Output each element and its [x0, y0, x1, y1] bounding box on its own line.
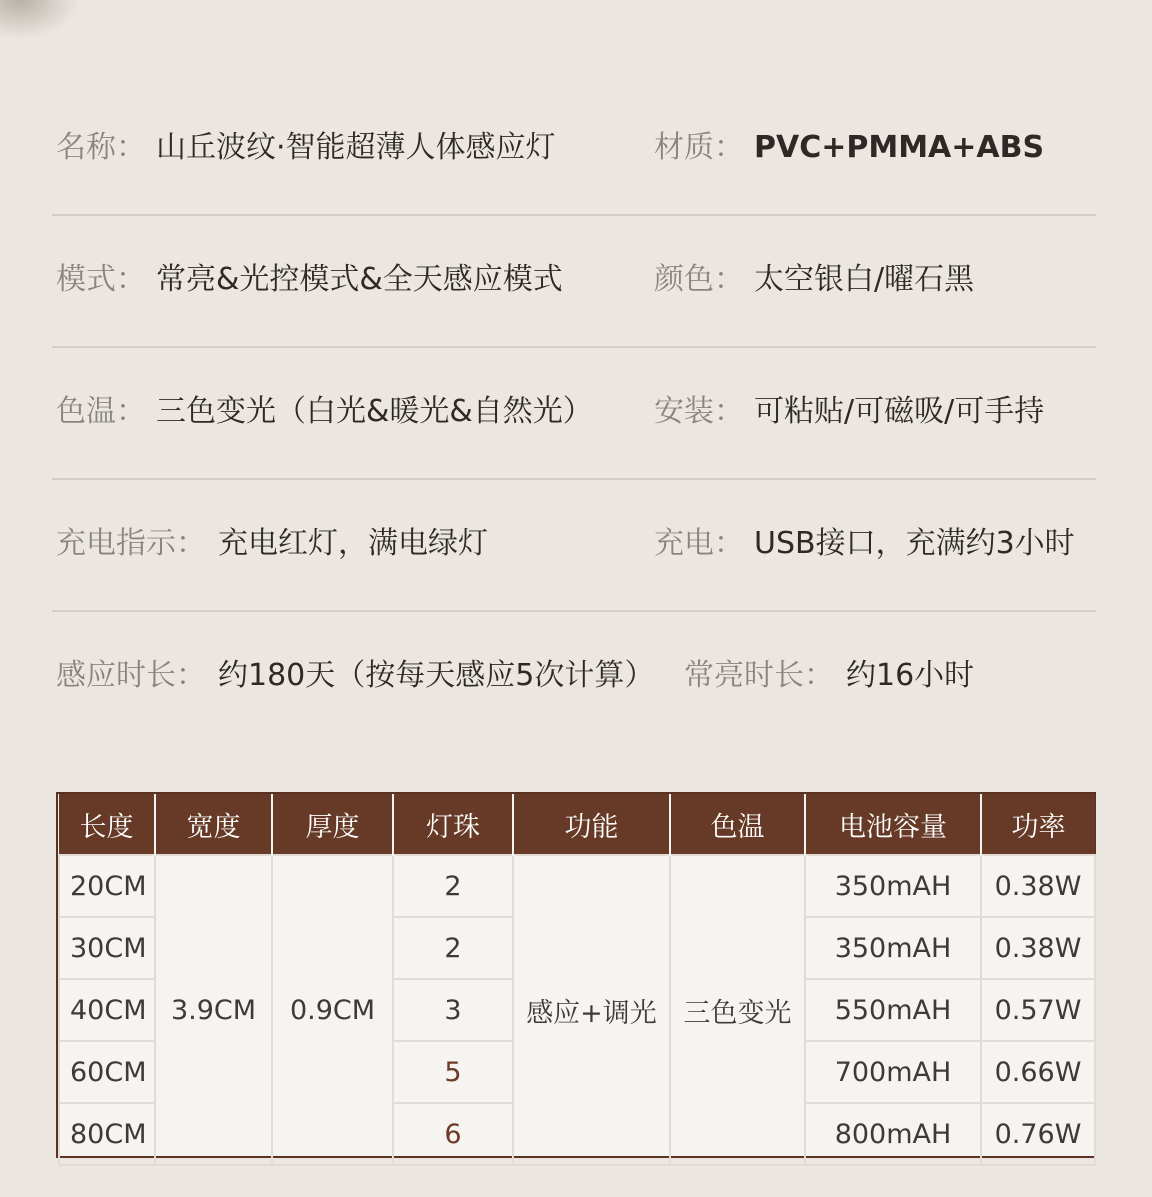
column-header-length: 长度: [59, 794, 155, 855]
spec-label-color: 颜色：: [654, 262, 744, 297]
spec-label-charge: 充电：: [654, 526, 744, 561]
cell-thickness: 0.9CM: [272, 855, 393, 1165]
cell-power: 0.57W: [981, 979, 1095, 1041]
cell-power: 0.66W: [981, 1041, 1095, 1103]
spec-value-material: PVC+PMMA+ABS: [754, 130, 1045, 165]
spec-label-color-temp: 色温：: [56, 394, 146, 429]
cell-length: 30CM: [59, 917, 155, 979]
spec-value-color-temp: 三色变光（白光&暖光&自然光）: [156, 394, 593, 429]
spec-label-sensor-duration: 感应时长：: [56, 658, 206, 693]
spec-label-mode: 模式：: [56, 262, 146, 297]
spec-row-name-material: [52, 82, 1096, 216]
cell-length: 20CM: [59, 855, 155, 917]
spec-row-duration: [52, 610, 1096, 742]
cell-battery: 350mAH: [805, 917, 981, 979]
spec-value-charge-indicator: 充电红灯，满电绿灯: [218, 526, 488, 561]
spec-label-charge-indicator: 充电指示：: [56, 526, 206, 561]
cell-power: 0.38W: [981, 917, 1095, 979]
spec-value-color: 太空银白/曜石黑: [754, 262, 975, 297]
cell-battery: 350mAH: [805, 855, 981, 917]
cell-power: 0.38W: [981, 855, 1095, 917]
spec-value-mode: 常亮&光控模式&全天感应模式: [156, 262, 563, 297]
cell-leds: 3: [393, 979, 513, 1041]
spec-label-name: 名称：: [56, 130, 146, 165]
cell-battery: 800mAH: [805, 1103, 981, 1165]
cell-length: 40CM: [59, 979, 155, 1041]
column-header-function: 功能: [513, 794, 670, 855]
spec-value-on-duration: 约16小时: [846, 658, 975, 693]
cell-leds: 6: [393, 1103, 513, 1165]
cell-width: 3.9CM: [155, 855, 272, 1165]
column-header-color-temp: 色温: [670, 794, 805, 855]
corner-shadow: [0, 0, 80, 40]
column-header-power: 功率: [981, 794, 1095, 855]
spec-label-on-duration: 常亮时长：: [684, 658, 834, 693]
table-header-row: [59, 794, 1095, 855]
cell-power: 0.76W: [981, 1103, 1095, 1165]
spec-value-name: 山丘波纹·智能超薄人体感应灯: [156, 130, 556, 165]
column-header-thickness: 厚度: [272, 794, 393, 855]
spec-value-install: 可粘贴/可磁吸/可手持: [754, 394, 1045, 429]
column-header-led-beads: 灯珠: [393, 794, 513, 855]
cell-battery: 550mAH: [805, 979, 981, 1041]
cell-color-temp: 三色变光: [670, 855, 805, 1165]
spec-value-sensor-duration: 约180天（按每天感应5次计算）: [218, 658, 655, 693]
cell-function: 感应+调光: [513, 855, 670, 1165]
spec-label-material: 材质：: [654, 130, 744, 165]
spec-value-charge: USB接口，充满约3小时: [754, 526, 1075, 561]
cell-leds: 2: [393, 855, 513, 917]
cell-battery: 700mAH: [805, 1041, 981, 1103]
column-header-width: 宽度: [155, 794, 272, 855]
spec-row-charge: [52, 478, 1096, 612]
cell-leds: 5: [393, 1041, 513, 1103]
spec-row-temp-install: [52, 346, 1096, 480]
column-header-battery: 电池容量: [805, 794, 981, 855]
spec-table: [56, 792, 1096, 1158]
spec-label-install: 安装：: [654, 394, 744, 429]
table-row: [59, 855, 1095, 917]
cell-length: 80CM: [59, 1103, 155, 1165]
cell-length: 60CM: [59, 1041, 155, 1103]
cell-leds: 2: [393, 917, 513, 979]
spec-row-mode-color: [52, 214, 1096, 348]
